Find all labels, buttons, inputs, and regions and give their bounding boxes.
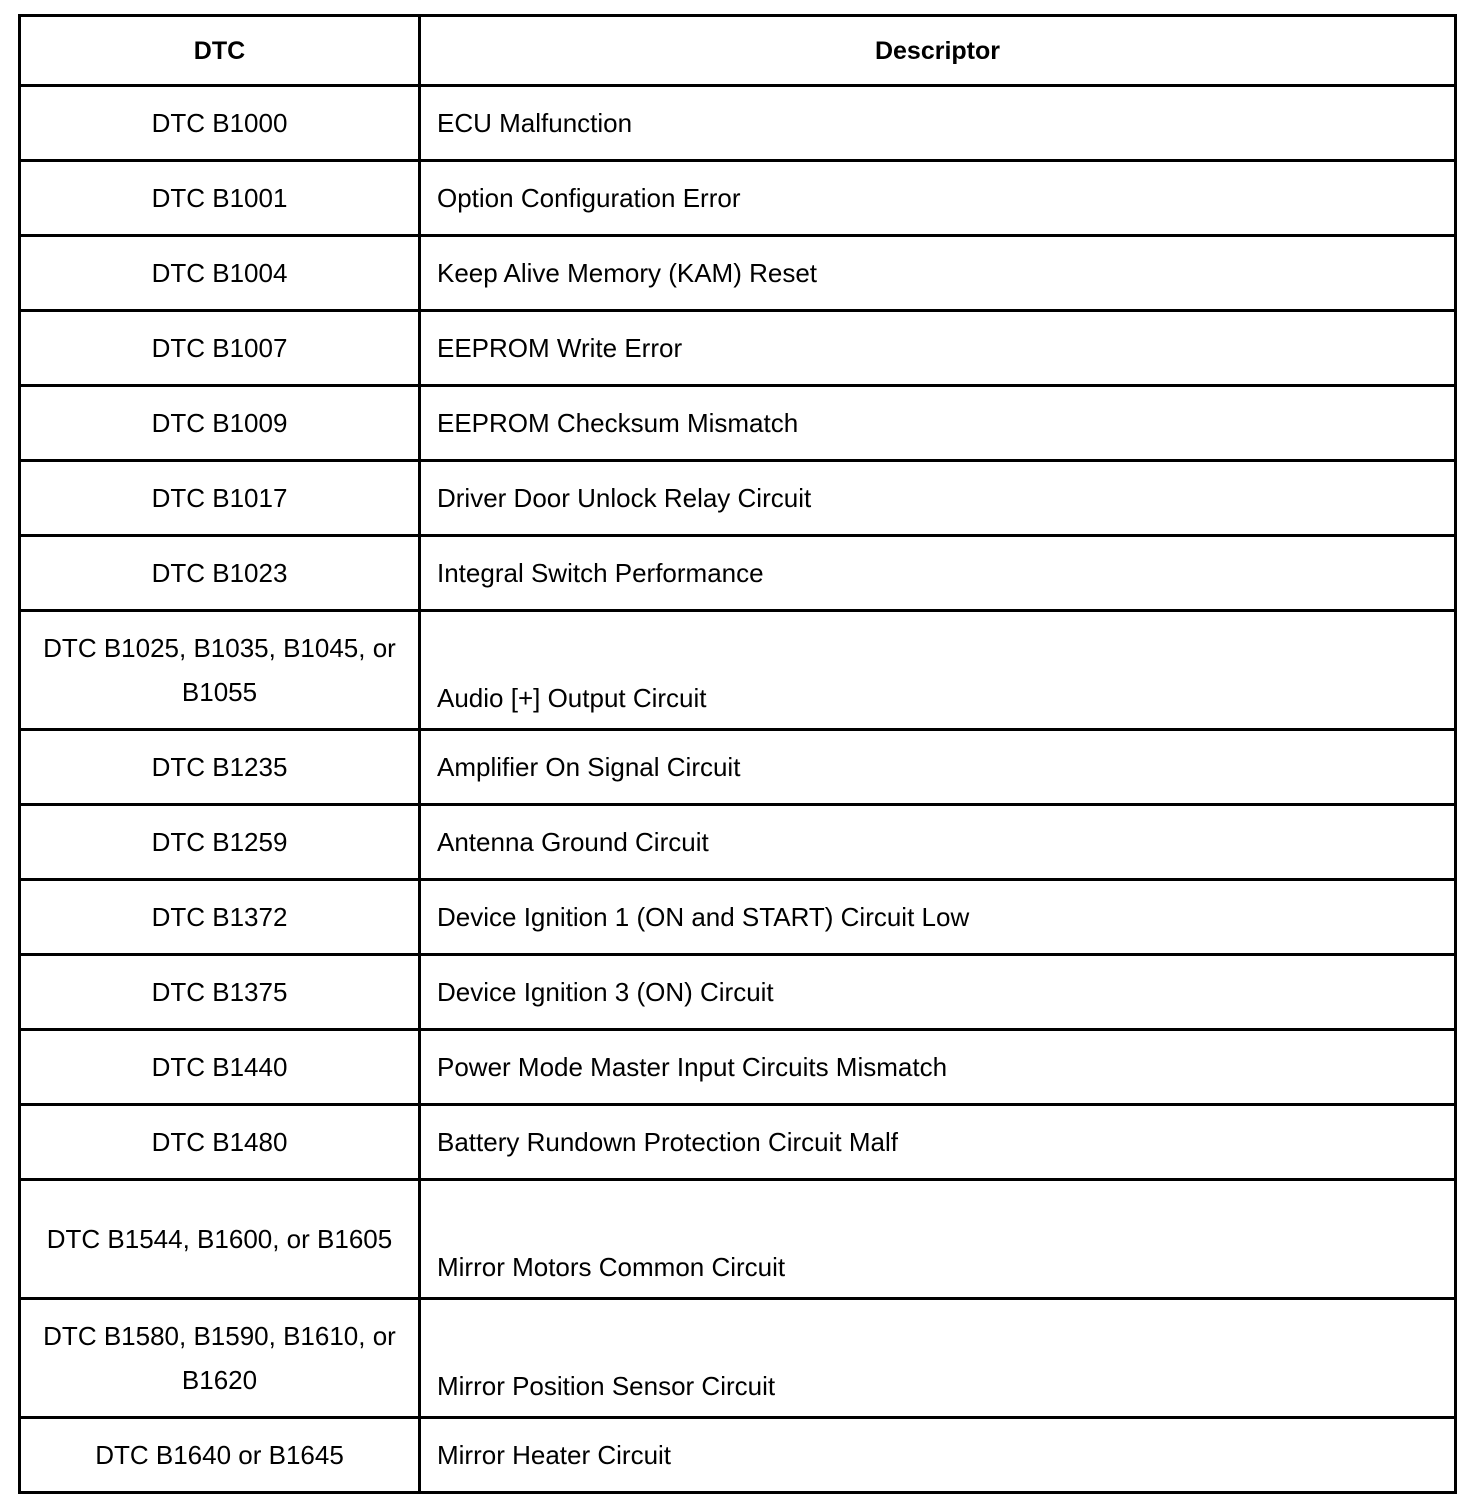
dtc-cell: DTC B1025, B1035, B1045, or B1055 bbox=[20, 611, 420, 730]
dtc-cell: DTC B1000 bbox=[20, 86, 420, 161]
descriptor-cell: Mirror Position Sensor Circuit bbox=[420, 1299, 1456, 1418]
table-row bbox=[20, 1180, 1456, 1299]
table-row bbox=[20, 1105, 1456, 1180]
descriptor-cell: Driver Door Unlock Relay Circuit bbox=[420, 461, 1456, 536]
table-row bbox=[20, 805, 1456, 880]
dtc-cell: DTC B1440 bbox=[20, 1030, 420, 1105]
table-header-row bbox=[20, 16, 1456, 86]
table-row bbox=[20, 236, 1456, 311]
table-row bbox=[20, 536, 1456, 611]
dtc-cell: DTC B1580, B1590, B1610, or B1620 bbox=[20, 1299, 420, 1418]
descriptor-cell: Device Ignition 1 (ON and START) Circuit Low bbox=[420, 880, 1456, 955]
descriptor-cell: Keep Alive Memory (KAM) Reset bbox=[420, 236, 1456, 311]
descriptor-cell: Device Ignition 3 (ON) Circuit bbox=[420, 955, 1456, 1030]
table-row bbox=[20, 386, 1456, 461]
dtc-cell: DTC B1007 bbox=[20, 311, 420, 386]
table-row bbox=[20, 1418, 1456, 1493]
table-row bbox=[20, 161, 1456, 236]
dtc-cell: DTC B1544, B1600, or B1605 bbox=[20, 1180, 420, 1299]
descriptor-cell: ECU Malfunction bbox=[420, 86, 1456, 161]
table-row bbox=[20, 730, 1456, 805]
descriptor-cell: Option Configuration Error bbox=[420, 161, 1456, 236]
dtc-cell: DTC B1235 bbox=[20, 730, 420, 805]
table-row bbox=[20, 1030, 1456, 1105]
dtc-cell: DTC B1640 or B1645 bbox=[20, 1418, 420, 1493]
table-row bbox=[20, 461, 1456, 536]
descriptor-cell: Amplifier On Signal Circuit bbox=[420, 730, 1456, 805]
descriptor-cell: Antenna Ground Circuit bbox=[420, 805, 1456, 880]
dtc-cell: DTC B1004 bbox=[20, 236, 420, 311]
descriptor-cell: Integral Switch Performance bbox=[420, 536, 1456, 611]
descriptor-cell: Audio [+] Output Circuit bbox=[420, 611, 1456, 730]
dtc-cell: DTC B1259 bbox=[20, 805, 420, 880]
dtc-cell: DTC B1023 bbox=[20, 536, 420, 611]
descriptor-cell: EEPROM Write Error bbox=[420, 311, 1456, 386]
dtc-cell: DTC B1009 bbox=[20, 386, 420, 461]
header-dtc: DTC bbox=[20, 16, 420, 86]
dtc-cell: DTC B1017 bbox=[20, 461, 420, 536]
dtc-cell: DTC B1375 bbox=[20, 955, 420, 1030]
table-row bbox=[20, 955, 1456, 1030]
table-row bbox=[20, 880, 1456, 955]
header-descriptor: Descriptor bbox=[420, 16, 1456, 86]
table-row bbox=[20, 1299, 1456, 1418]
dtc-table bbox=[18, 14, 1457, 1494]
dtc-cell: DTC B1001 bbox=[20, 161, 420, 236]
descriptor-cell: Mirror Motors Common Circuit bbox=[420, 1180, 1456, 1299]
dtc-cell: DTC B1372 bbox=[20, 880, 420, 955]
descriptor-cell: EEPROM Checksum Mismatch bbox=[420, 386, 1456, 461]
table-row bbox=[20, 86, 1456, 161]
descriptor-cell: Power Mode Master Input Circuits Mismatch bbox=[420, 1030, 1456, 1105]
dtc-cell: DTC B1480 bbox=[20, 1105, 420, 1180]
table-row bbox=[20, 311, 1456, 386]
descriptor-cell: Mirror Heater Circuit bbox=[420, 1418, 1456, 1493]
table-row bbox=[20, 611, 1456, 730]
descriptor-cell: Battery Rundown Protection Circuit Malf bbox=[420, 1105, 1456, 1180]
